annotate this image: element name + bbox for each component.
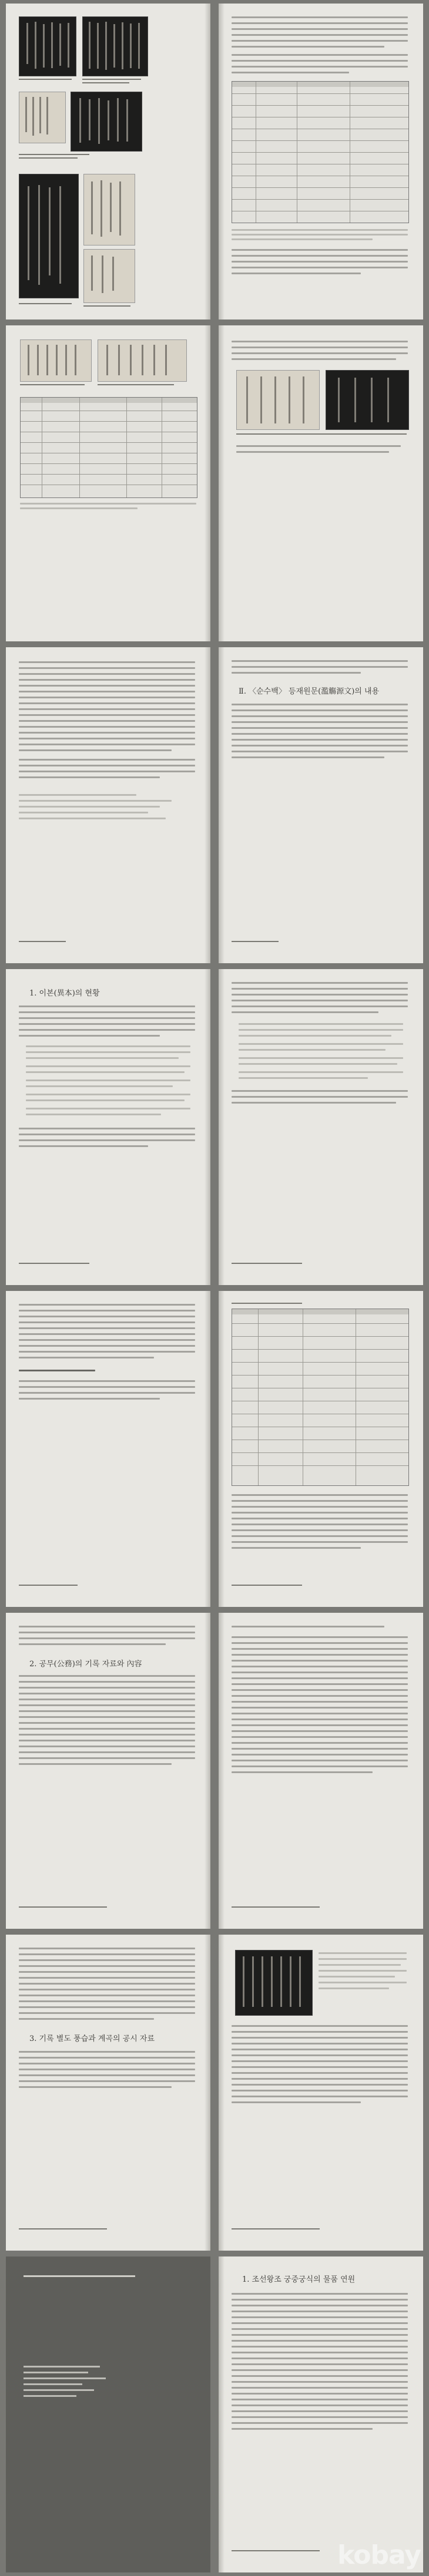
page-2-right [219,325,423,641]
page-7-left [6,1935,210,2251]
data-table-3 [232,1309,409,1486]
data-table-1 [232,81,409,223]
spread-7 [0,1931,429,2253]
manuscript-photo-2 [98,339,187,382]
seal-photo-1 [236,370,320,430]
page-2-left [6,325,210,641]
page-7-right [219,1935,423,2251]
page-8-left [6,2256,210,2572]
calligraphy-photo-4 [19,174,79,298]
page-4-left [6,969,210,1285]
page-3-left [6,647,210,963]
calligraphy-photo-3 [71,92,142,152]
page-5-left [6,1291,210,1607]
page-1-right [219,4,423,320]
calligraphy-photo-1 [19,16,76,76]
calligraphy-photo-2 [82,16,148,76]
data-table-2 [20,397,197,498]
page-5-right [219,1291,423,1607]
section-heading: 1. 조선왕조 궁중궁식의 물품 연원 [242,2275,356,2284]
spread-3 [0,644,429,966]
spread-8 [0,2253,429,2576]
section-heading: 3. 기록 별도 풍습과 계곡의 공시 자료 [29,2034,155,2043]
spread-5 [0,1287,429,1609]
section-heading: 2. 공무(公務)의 기록 자료와 內容 [29,1660,142,1669]
spread-4 [0,966,429,1287]
document-photo-2 [83,174,135,246]
spread-1 [0,0,429,322]
section-heading: Ⅱ. 〈순수백〉 등재원문(濫觴源文)의 내용 [239,687,380,696]
page-8-right [219,2256,423,2572]
page-6-right [219,1613,423,1929]
section-heading: 1. 이본(異本)의 현황 [29,989,100,998]
spread-2 [0,322,429,644]
document-photo-3 [83,249,135,303]
spread-6 [0,1609,429,1931]
page-1-left [6,4,210,320]
page-3-right [219,647,423,963]
seal-photo-2 [326,370,409,430]
document-photo-1 [19,92,66,143]
watermark-logo: kobay [337,2540,421,2570]
manuscript-photo-3 [235,1950,313,2016]
manuscript-photo-1 [20,339,92,382]
page-6-left [6,1613,210,1929]
page-4-right [219,969,423,1285]
